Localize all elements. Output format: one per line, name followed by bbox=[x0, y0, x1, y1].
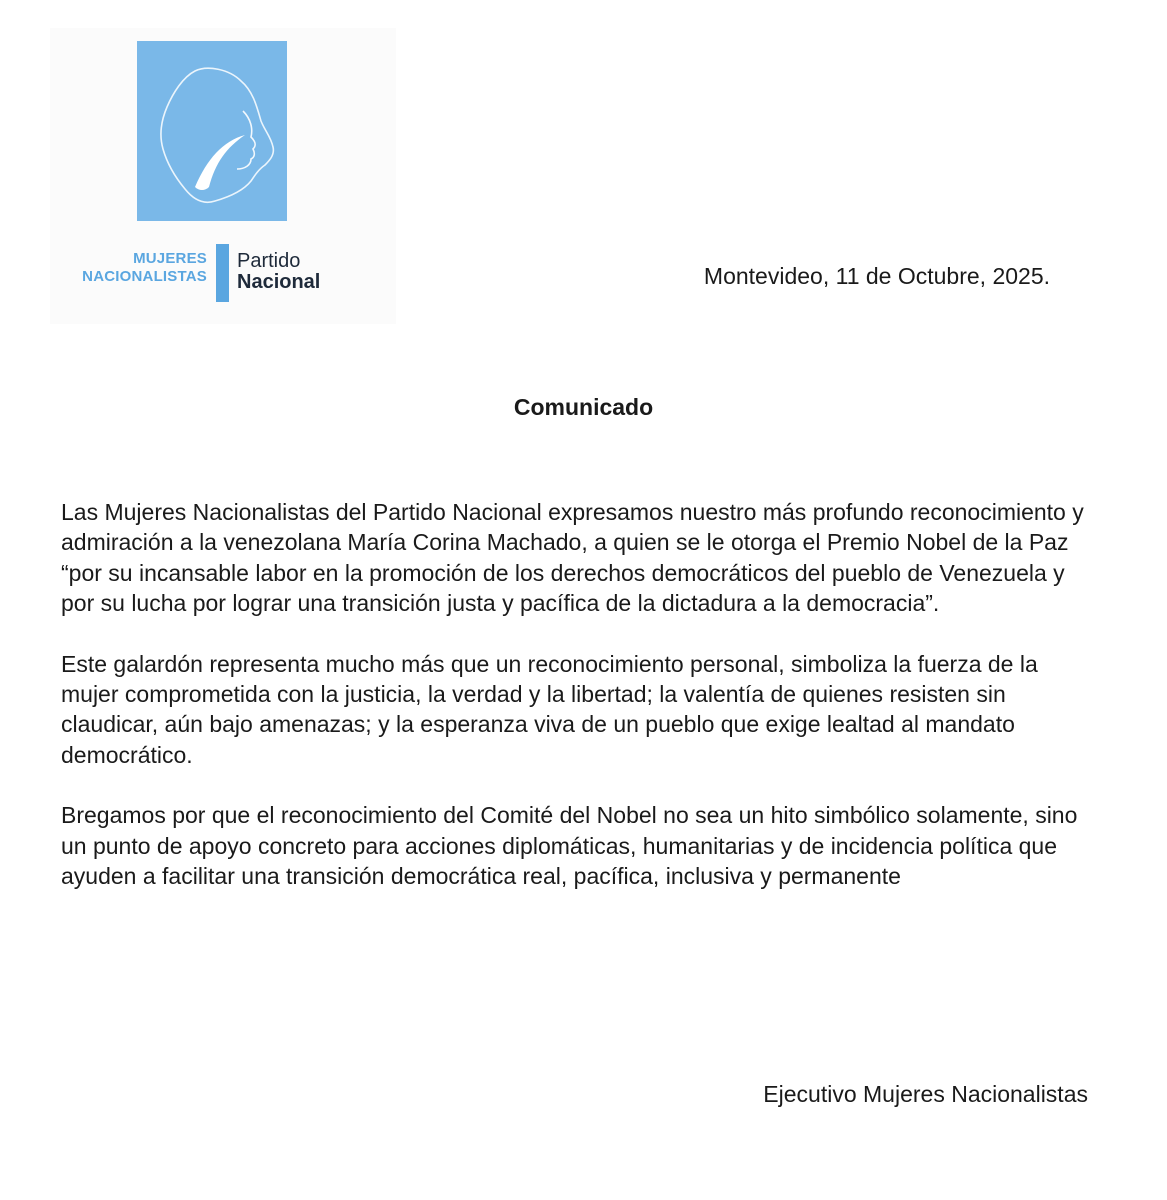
paragraph-1: Las Mujeres Nacionalistas del Partido Nacional expresamos nuestro más profundo reconocimiento y admiración a la venezolana María Corina Machado, a quien se le otorga el Premio Nobel de la Paz “por su incansable labor en la promoción de los derechos democráticos del pueblo de Venezuela y por su lucha por lograr una transición justa y pacífica de la dictadura a la democracia”. bbox=[61, 499, 1084, 617]
party-name-line1: Partido bbox=[237, 250, 301, 272]
brand-divider-bar bbox=[216, 244, 229, 302]
document-title: Comunicado bbox=[513, 394, 654, 420]
partido-nacional-wordmark bbox=[237, 251, 320, 293]
document-date: Montevideo, 11 de Octubre, 2025. bbox=[703, 263, 1050, 289]
wordmark-line2: NACIONALISTAS bbox=[82, 268, 207, 285]
paragraph-2: Este galardón representa mucho más que un reconocimiento personal, simboliza la fuerza de la mujer comprometida con la justicia, la verdad y la libertad; la valentía de quienes resisten sin claudicar, aún bajo amenazas; y la esperanza viva de un pueblo que exige lealtad al mandato democrático. bbox=[61, 650, 1038, 768]
party-emblem-icon bbox=[137, 41, 287, 221]
mujeres-nacionalistas-wordmark bbox=[82, 250, 207, 286]
wordmark-line1: MUJERES bbox=[133, 250, 207, 267]
signature: Ejecutivo Mujeres Nacionalistas bbox=[763, 1081, 1088, 1107]
document-body bbox=[61, 497, 1101, 921]
paragraph-3: Bregamos por que el reconocimiento del Comité del Nobel no sea un hito simbólico solamente, sino un punto de apoyo concreto para acciones diplomáticas, humanitarias y de incidencia política que ayuden a facilitar una transición democrática real, pacífica, inclusiva y permanente bbox=[61, 802, 1078, 890]
party-name-line2: Nacional bbox=[237, 271, 321, 293]
